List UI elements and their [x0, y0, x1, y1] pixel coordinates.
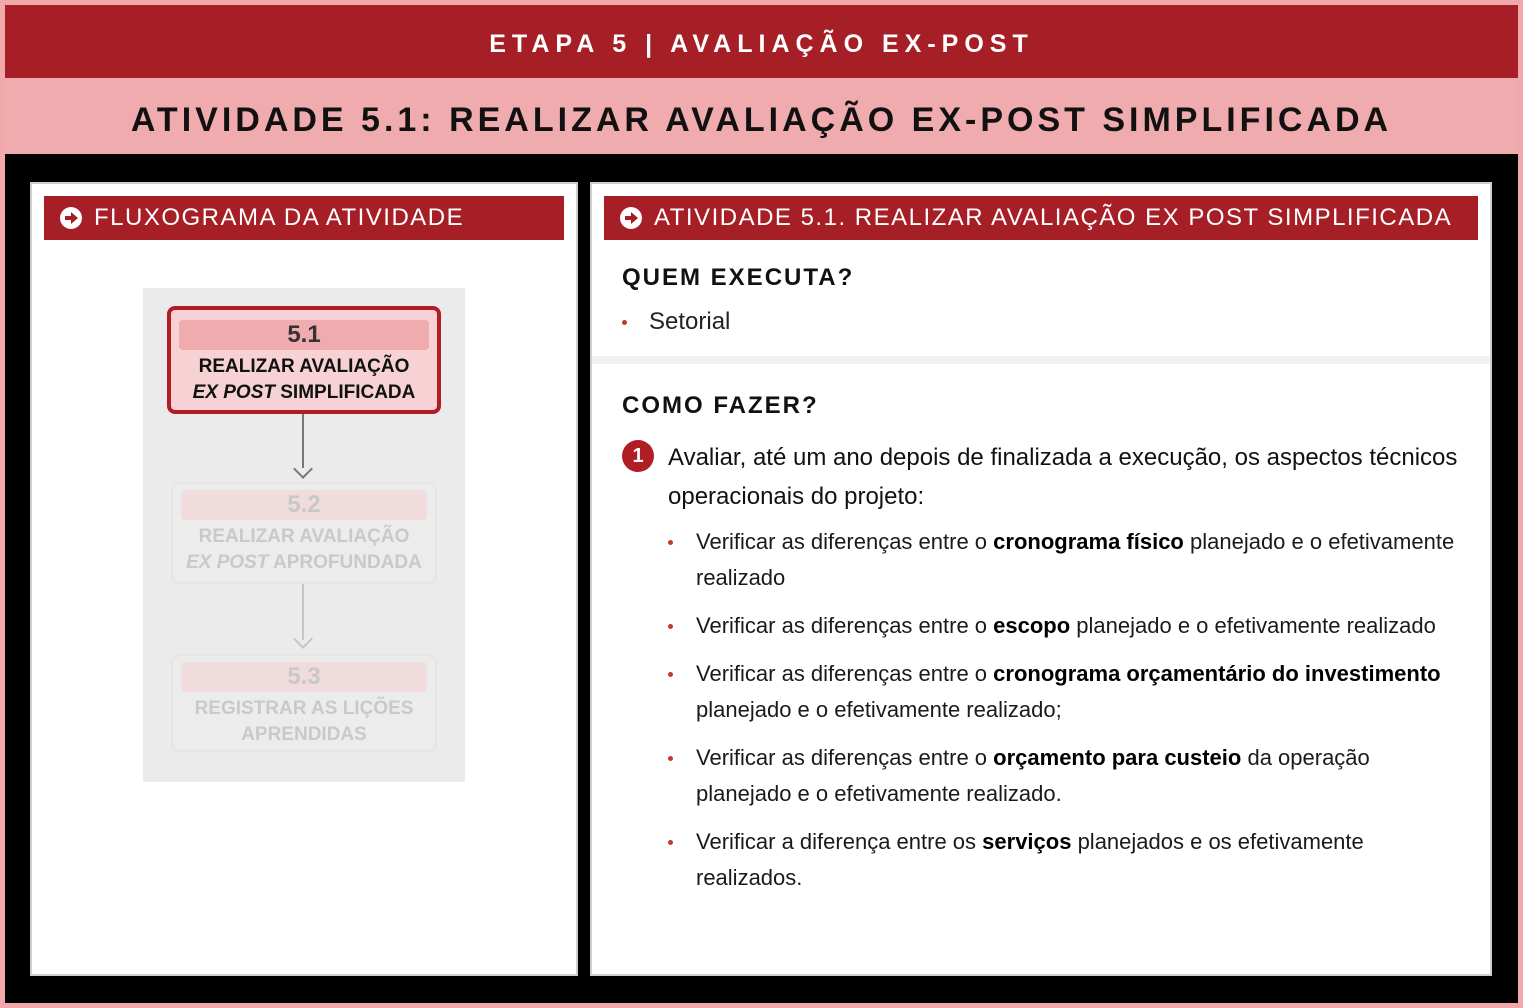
flow-step-label-italic: EX POST — [192, 382, 275, 403]
list-item-bold: cronograma orçamentário do investimento — [993, 661, 1441, 686]
list-item — [666, 608, 1466, 644]
list-item — [666, 740, 1466, 812]
list-item-text: Verificar as diferenças entre o — [696, 613, 994, 638]
list-item — [666, 824, 1466, 896]
step-number-badge: 1 — [622, 440, 654, 472]
flow-step-label-line1: REGISTRAR AS LIÇÕES — [194, 698, 414, 719]
list-item-bold: escopo — [993, 613, 1071, 638]
list-item — [666, 656, 1466, 728]
list-item-text: Verificar as diferenças entre o — [696, 529, 994, 554]
who-executes-text: Setorial — [649, 308, 731, 335]
activity-detail-panel — [590, 182, 1492, 976]
flow-step-label-line2 — [171, 380, 437, 406]
flow-step-label-line1: REALIZAR AVALIAÇÃO — [198, 356, 410, 377]
flowchart-panel-header — [44, 196, 564, 240]
flow-step-label-rest: APROFUNDADA — [268, 552, 422, 573]
list-item-text: da operação planejado e o efetivamente realizado. — [696, 745, 1370, 806]
flow-step-label-line2: APRENDIDAS — [241, 724, 367, 745]
list-item-text: Verificar a diferença entre os — [696, 829, 983, 854]
flow-step-5-2[interactable] — [171, 482, 437, 584]
verification-list — [666, 524, 1466, 908]
list-item-text: Verificar as diferenças entre o — [696, 661, 994, 686]
how-to-heading: COMO FAZER? — [622, 392, 819, 419]
list-item-bold: cronograma físico — [993, 529, 1184, 554]
who-executes-heading: QUEM EXECUTA? — [622, 264, 855, 291]
flow-step-label-line1: REALIZAR AVALIAÇÃO — [198, 526, 410, 547]
list-item-bold: orçamento para custeio — [993, 745, 1242, 770]
who-executes-item — [622, 308, 730, 336]
activity-panel-header — [604, 196, 1478, 240]
stage-title: ETAPA 5 | AVALIAÇÃO EX-POST — [5, 5, 1518, 78]
list-item — [666, 524, 1466, 596]
circle-arrow-right-icon — [60, 207, 82, 229]
how-step-1 — [622, 438, 1462, 516]
flow-step-5-1[interactable] — [167, 306, 441, 414]
list-item-text: planejado e o efetivamente realizado; — [696, 697, 1062, 722]
flow-step-label-italic: EX POST — [186, 552, 269, 573]
list-item-text: planejados e os efetivamente realizados. — [696, 829, 1364, 890]
flow-step-number: 5.1 — [179, 320, 429, 350]
activity-panel-title: ATIVIDADE 5.1. REALIZAR AVALIAÇÃO EX POST SIMPLIFICADA — [654, 204, 1453, 231]
list-item-text: Verificar as diferenças entre o — [696, 745, 994, 770]
how-step-text: Avaliar, até um ano depois de finalizada a execução, os aspectos técnicos operacionais do projeto: — [668, 444, 1458, 510]
circle-arrow-right-icon — [620, 207, 642, 229]
activity-title: ATIVIDADE 5.1: REALIZAR AVALIAÇÃO EX-POST SIMPLIFICADA — [5, 78, 1518, 154]
flow-step-label — [171, 354, 437, 406]
flow-step-number: 5.3 — [181, 662, 427, 692]
list-item-text: planejado e o efetivamente realizado — [696, 529, 1455, 590]
flow-step-number: 5.2 — [181, 490, 427, 520]
section-divider — [592, 356, 1490, 364]
bullet-dot-icon — [622, 320, 627, 325]
flow-step-label-rest: SIMPLIFICADA — [274, 382, 416, 403]
flow-step-label — [173, 524, 435, 576]
flowchart-panel-title: FLUXOGRAMA DA ATIVIDADE — [94, 204, 465, 231]
list-item-text: planejado e o efetivamente realizado — [1070, 613, 1436, 638]
flow-step-label — [173, 696, 435, 748]
flow-step-label-line2 — [173, 550, 435, 576]
list-item-bold: serviços — [982, 829, 1072, 854]
flow-step-5-3[interactable] — [171, 654, 437, 752]
flowchart-panel — [30, 182, 578, 976]
